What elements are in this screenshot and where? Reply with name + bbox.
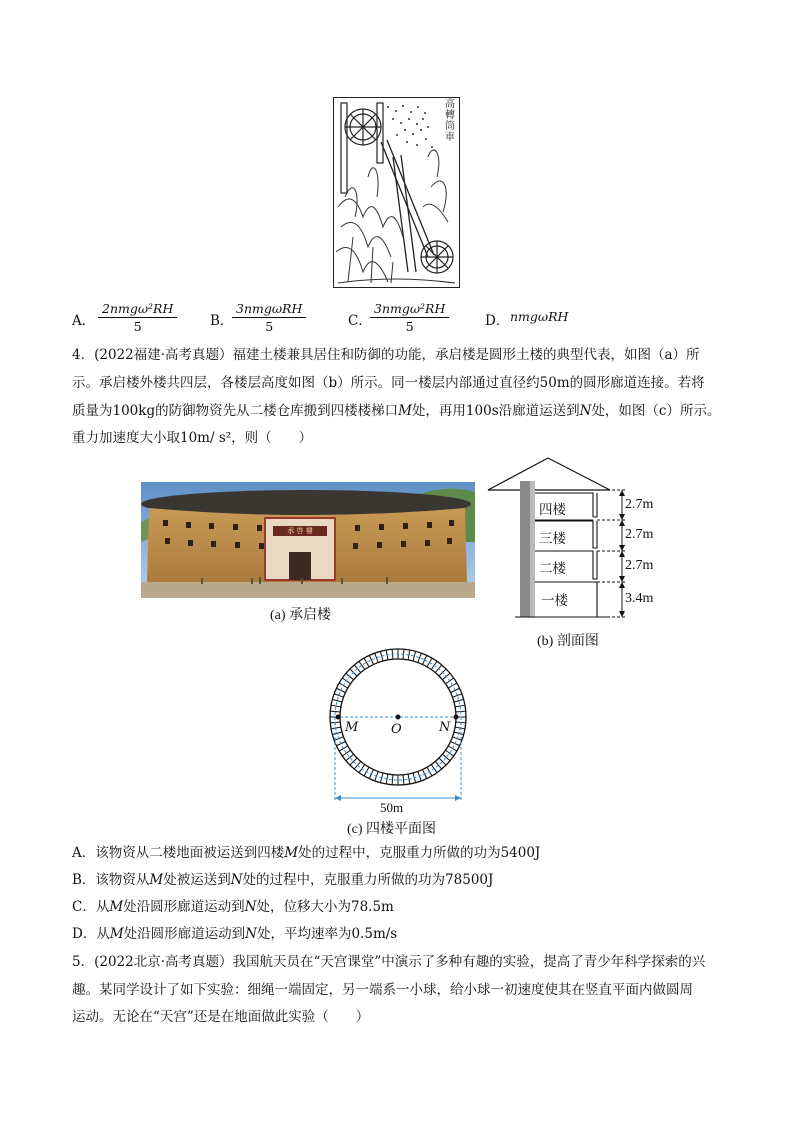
q3-option-d-text: nmgωRH bbox=[510, 309, 569, 324]
q4-option-a-point: M bbox=[284, 845, 299, 861]
plan-label-o: O bbox=[391, 722, 402, 737]
q4-line-3-c: 处，如图（c）所示。 bbox=[591, 403, 721, 419]
q4-option-c-text-3: 处，位移大小为78.5m bbox=[256, 899, 394, 915]
height-2: 2.7m bbox=[625, 558, 654, 573]
q3-option-b-denominator: 5 bbox=[265, 319, 274, 334]
q4-option-b-point-2: N bbox=[230, 872, 243, 888]
q4-line-4: 重力加速度大小取10m/ s²，则（ ） bbox=[72, 430, 313, 446]
q4-option-d-text-1: D．从 bbox=[72, 926, 110, 942]
q3-option-a-numerator: 2nmgω²RH bbox=[98, 300, 177, 318]
wall-hatch-tick bbox=[431, 661, 437, 669]
q5-line-2: 趣。某同学设计了如下实验：细绳一端固定，另一端系一小球，给小球一初速度使其在竖直平面内做圆周 bbox=[72, 982, 693, 998]
wall-hatch-tick bbox=[331, 705, 341, 707]
q4-option-b bbox=[72, 870, 493, 890]
q4-option-d-point-2: N bbox=[245, 926, 257, 942]
q4-line-2: 示。承启楼外楼共四层，各楼层高度如图（b）所示。同一楼层内部通过直径约50m的圆形廊道连接。若将 bbox=[72, 375, 705, 391]
q4-option-d-text-3: 处，平均速率为0.5m/s bbox=[256, 926, 398, 942]
gate-sign: 承 啓 樓 bbox=[287, 527, 313, 535]
q3-option-a-denominator: 5 bbox=[133, 319, 142, 334]
floor-label-2: 二楼 bbox=[539, 561, 566, 577]
floor-label-1: 一楼 bbox=[541, 593, 568, 609]
q3-option-c-fraction bbox=[370, 300, 449, 335]
wall-hatch-tick bbox=[364, 658, 369, 667]
wall-hatch-tick bbox=[455, 705, 465, 707]
q4-option-b-text-3: 处的过程中，克服重力所做的功为78500J bbox=[242, 872, 494, 888]
wall-hatch-tick bbox=[342, 750, 350, 756]
floor-label-3: 三楼 bbox=[539, 531, 566, 547]
q4-option-d bbox=[72, 924, 397, 944]
figure-c-plan bbox=[322, 646, 472, 816]
water-wheel-illustration bbox=[333, 97, 460, 288]
q4-option-d-point-1: M bbox=[109, 926, 124, 942]
q4-option-c-text-1: C．从 bbox=[72, 899, 110, 915]
wall-hatch-tick bbox=[369, 655, 373, 664]
figure-b-caption: (b) 剖面图 bbox=[537, 634, 599, 649]
floor-label-4: 四楼 bbox=[539, 502, 566, 518]
plan-label-m: M bbox=[345, 720, 359, 735]
q5-line-1: 5．(2022北京·高考真题）我国航天员在“天宫课堂”中演示了多种有趣的实验，提高了青少年科学探索的兴 bbox=[72, 954, 706, 970]
q4-option-a-text-2: 处的过程中，克服重力所做的功为5400J bbox=[298, 845, 541, 861]
wall-hatch-tick bbox=[446, 750, 454, 756]
q4-option-b-text-1: B．该物资从 bbox=[72, 872, 150, 888]
wall-hatch-tick bbox=[339, 746, 348, 751]
plan-label-n: N bbox=[439, 720, 451, 735]
q4-option-c-text-2: 处沿圆形廊道运动到 bbox=[123, 899, 245, 915]
height-3: 2.7m bbox=[625, 527, 654, 542]
figure-c-caption: (c) 四楼平面图 bbox=[347, 822, 437, 837]
q4-line-3-b: 处，再用100s沿廊道运送到 bbox=[411, 403, 580, 419]
q3-option-b-numerator: 3nmgωRH bbox=[232, 300, 306, 318]
q3-option-d-letter: D． bbox=[485, 313, 510, 329]
q3-option-a-letter: A． bbox=[72, 313, 96, 329]
q4-option-c bbox=[72, 897, 394, 917]
illustration-title: 高轉筒車 bbox=[445, 99, 455, 143]
q5-line-3: 运动。无论在“天宫”还是在地面做此实验（ ） bbox=[72, 1009, 370, 1025]
q4-point-n: N bbox=[579, 403, 592, 419]
wall-hatch-tick bbox=[346, 754, 354, 760]
q3-option-b-fraction bbox=[232, 300, 306, 335]
q4-point-m: M bbox=[398, 403, 412, 419]
wall-hatch-tick bbox=[442, 754, 450, 760]
q4-option-c-point-1: M bbox=[109, 899, 124, 915]
plan-diameter: 50m bbox=[380, 800, 404, 815]
q4-option-a bbox=[72, 843, 540, 863]
wall-hatch-tick bbox=[392, 775, 393, 785]
q3-option-c-letter: C． bbox=[348, 313, 372, 329]
wall-hatch-tick bbox=[427, 658, 432, 667]
height-1: 3.4m bbox=[625, 591, 654, 606]
wall-hatch-tick bbox=[435, 761, 441, 769]
section-drawing bbox=[485, 455, 685, 625]
q4-option-b-point-1: M bbox=[149, 872, 164, 888]
figure-b-section bbox=[485, 455, 685, 625]
q3-option-b-letter: B． bbox=[210, 313, 234, 329]
chengqi-building-photo bbox=[141, 482, 475, 598]
wall-hatch-tick bbox=[456, 711, 466, 712]
q4-line-3 bbox=[72, 401, 721, 421]
figure-a-photo bbox=[141, 482, 475, 598]
q3-option-a-fraction bbox=[98, 300, 177, 335]
q4-line-3-a: 质量为100kg的防御物资先从二楼仓库搬到四楼楼梯口 bbox=[72, 403, 399, 419]
figure-a-caption: (a) 承启楼 bbox=[270, 608, 332, 623]
q4-option-a-text-1: A．该物资从二楼地面被运送到四楼 bbox=[72, 845, 285, 861]
q4-option-d-text-2: 处沿圆形廊道运动到 bbox=[123, 926, 246, 942]
q4-line-1: 4．(2022福建·高考真题）福建土楼兼具居住和防御的功能，承启楼是圆形土楼的典型代表，如图（a）所 bbox=[72, 347, 700, 363]
water-wheel-drawing bbox=[333, 97, 460, 288]
q4-option-c-point-2: N bbox=[244, 899, 257, 915]
height-4: 2.7m bbox=[625, 497, 654, 512]
q3-option-c-denominator: 5 bbox=[405, 319, 414, 334]
wall-hatch-tick bbox=[423, 655, 427, 664]
q3-option-c-numerator: 3nmgω²RH bbox=[370, 300, 449, 318]
q4-option-b-text-2: 处被运送到 bbox=[163, 872, 231, 888]
